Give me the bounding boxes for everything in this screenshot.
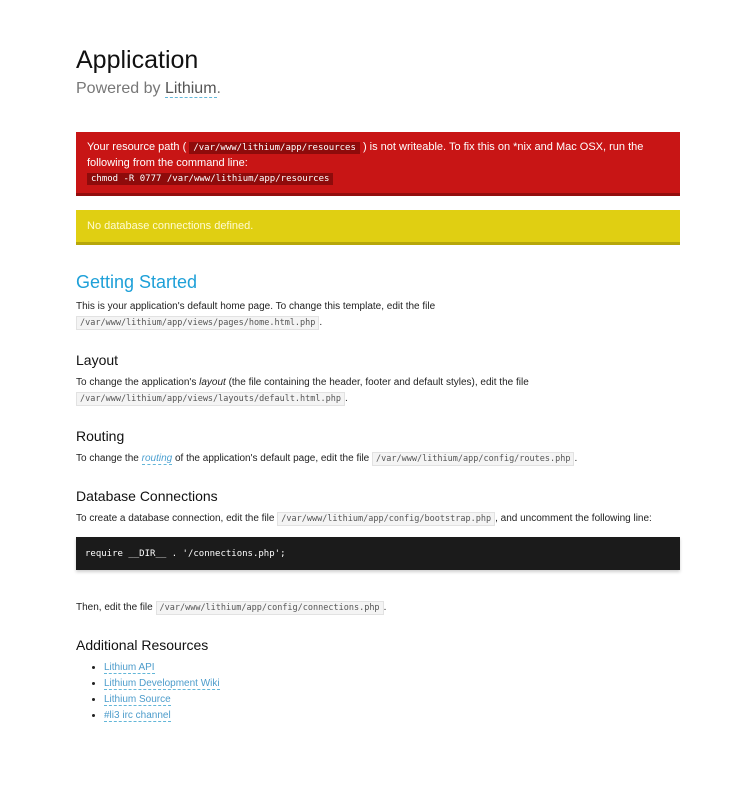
database-heading: Database Connections	[76, 488, 218, 504]
resources-heading: Additional Resources	[76, 637, 209, 653]
page-title: Application	[76, 46, 199, 74]
then-edit-sentence: Then, edit the file	[76, 602, 156, 613]
bootstrap-path: /var/www/lithium/app/config/bootstrap.php	[277, 512, 495, 526]
error-text-end: ) is not writeable. To fix this on *nix and Mac OSX, run the following from the command line:	[87, 141, 644, 169]
list-item	[104, 676, 680, 692]
list-item	[104, 708, 680, 724]
resources-list	[76, 660, 680, 724]
layout-template-path: /var/www/lithium/app/views/layouts/default.html.php	[76, 392, 345, 406]
lithium-wiki-link[interactable]: Lithium Development Wiki	[104, 678, 220, 689]
getting-started-sentence: This is your application's default home page. To change this template, edit the file	[76, 301, 436, 312]
layout-text	[76, 375, 680, 407]
layout-heading: Layout	[76, 352, 119, 368]
tagline	[76, 78, 680, 100]
lithium-link[interactable]: Lithium	[164, 80, 217, 97]
connections-path: /var/www/lithium/app/config/connections.php	[156, 601, 384, 615]
routing-sentence-start: To change the	[76, 453, 142, 464]
database-warning-alert	[76, 210, 680, 245]
routing-heading: Routing	[76, 428, 125, 444]
routing-sentence-end: of the application's default page, edit the file	[172, 453, 373, 464]
tagline-prefix: Powered by	[76, 80, 165, 97]
routing-text	[76, 451, 680, 467]
error-command: chmod -R 0777 /var/www/lithium/app/resources	[87, 173, 333, 185]
page	[76, 0, 680, 724]
then-edit-end: .	[383, 602, 387, 613]
routes-path: /var/www/lithium/app/config/routes.php	[372, 452, 574, 466]
getting-started-end: .	[319, 317, 323, 328]
routing-end: .	[574, 453, 578, 464]
layout-emphasis: layout	[199, 377, 226, 388]
connections-code-block: require __DIR__ . '/connections.php';	[76, 537, 680, 570]
spacer	[76, 570, 680, 600]
list-item	[104, 660, 680, 676]
getting-started-text	[76, 299, 680, 331]
database-text	[76, 511, 680, 527]
list-item	[104, 692, 680, 708]
error-resource-path: /var/www/lithium/app/resources	[189, 142, 360, 154]
layout-sentence-start: To change the application's	[76, 377, 200, 388]
routing-link[interactable]: routing	[141, 453, 173, 464]
layout-end: .	[345, 393, 348, 404]
layout-sentence-end: (the file containing the header, footer and default styles), edit the file	[225, 377, 529, 388]
lithium-source-link[interactable]: Lithium Source	[104, 694, 171, 705]
resource-path-error-alert	[76, 132, 680, 196]
error-text-start: Your resource path (	[87, 141, 190, 153]
database-sentence-end: , and uncomment the following line:	[495, 513, 652, 524]
lithium-api-link[interactable]: Lithium API	[104, 662, 155, 673]
irc-channel-link[interactable]: #li3 irc channel	[104, 710, 171, 721]
tagline-suffix: .	[216, 80, 221, 97]
getting-started-heading: Getting Started	[76, 272, 198, 292]
database-sentence-start: To create a database connection, edit the file	[76, 513, 278, 524]
warning-text: No database connections defined.	[87, 220, 254, 232]
home-template-path: /var/www/lithium/app/views/pages/home.html.php	[76, 316, 319, 330]
then-edit-text	[76, 600, 680, 616]
